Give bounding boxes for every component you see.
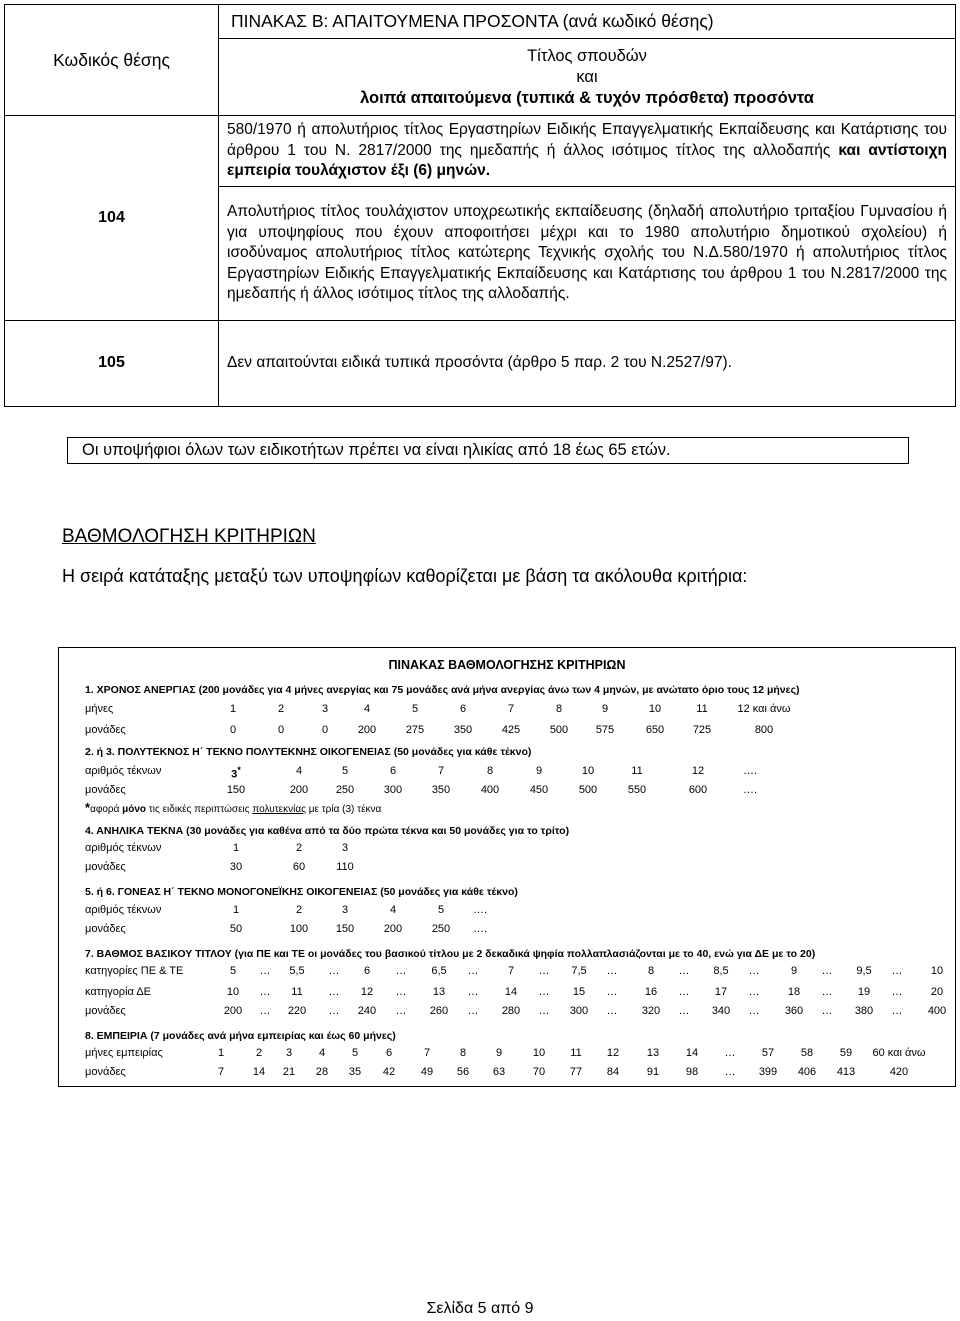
row-value: 725	[692, 724, 712, 736]
row-value: 7	[507, 703, 515, 715]
row-value: 650	[645, 724, 665, 736]
row-value: 150	[335, 923, 355, 935]
row-value: 399	[758, 1066, 778, 1078]
row-value: 9	[601, 703, 609, 715]
row-value: 800	[754, 724, 774, 736]
row-value: 220	[287, 1005, 307, 1017]
row-value: …	[538, 965, 550, 977]
scoring-title: ΠΙΝΑΚΑΣ ΒΑΘΜΟΛΟΓΗΣΗΣ ΚΡΙΤΗΡΙΩΝ	[388, 658, 626, 672]
row-value: 200	[357, 724, 377, 736]
row-value: 60 και άνω	[872, 1047, 926, 1059]
row-value: 12	[691, 765, 705, 777]
row-value: 1	[232, 842, 240, 854]
row-value: 5	[351, 1047, 359, 1059]
section-large-family-heading: 2. ή 3. ΠΟΛΥΤΕΚΝΟΣ Η΄ ΤΕΚΝΟ ΠΟΛΥΤΕΚΝΗΣ ΟΙΚΟΓΕΝΕΙΑΣ (50 μονάδες για κάθε τέκνο)	[85, 746, 532, 758]
row-value: ….	[472, 904, 488, 916]
section-minor-children-heading: 4. ΑΝΗΛΙΚΑ ΤΕΚΝΑ (30 μονάδες για καθένα από τα δύο πρώτα τέκνα και 50 μονάδες για το τρίτο)	[85, 825, 570, 837]
row-value: 0	[277, 724, 285, 736]
row-value: 7	[423, 1047, 431, 1059]
row-value: 500	[578, 784, 598, 796]
row-value: …	[328, 986, 340, 998]
row-value: 91	[646, 1066, 660, 1078]
row-value: 70	[532, 1066, 546, 1078]
qualification-104-b: Απολυτήριος τίτλος τουλάχιστον υποχρεωτικής εκπαίδευσης (δηλαδή απολυτήριο τριταξίου Γυμνασίου ή για υποψηφίους που έχουν αποφοιτήσει μέχρι και το 1980 απολυτήριο δημοτικού σχολείου) ή ισοδύναμος απολυτήριος τίτλος κατώτερης Τεχνικής σχολής του Ν.Δ.580/1970 ή απολυτήριος τίτλος Εργαστηρίων Ειδικής Επαγγελματικής Εκπαίδευσης και Κατάρτισης του άρθρου 1 του Ν.2817/2000 της ημεδαπής ή άλλος ισότιμος τίτλος της αλλοδαπής.	[219, 186, 956, 320]
row-value: 30	[229, 861, 243, 873]
row-value: …	[538, 986, 550, 998]
row-value: 550	[627, 784, 647, 796]
row-value: 6	[459, 703, 467, 715]
row-value: 4	[295, 765, 303, 777]
age-notice: Οι υποψήφιοι όλων των ειδικοτήτων πρέπει να είναι ηλικίας από 18 έως 65 ετών.	[67, 437, 909, 464]
table-title: ΠΙΝΑΚΑΣ Β: ΑΠΑΙΤΟΥΜΕΝΑ ΠΡΟΣΟΝΤΑ (ανά κωδικό θέσης)	[219, 5, 956, 39]
row-value: 6	[385, 1047, 393, 1059]
row-value: …	[259, 986, 271, 998]
section-experience-heading: 8. ΕΜΠΕΙΡΙΑ (7 μονάδες ανά μήνα εμπειρίας και έως 60 μήνες)	[85, 1030, 396, 1042]
row-value: 11	[570, 1047, 582, 1059]
row-value: 350	[453, 724, 473, 736]
row-value: 0	[321, 724, 329, 736]
column-header-code: Κωδικός θέσης	[5, 5, 219, 116]
row-value: …	[748, 986, 760, 998]
row-value: 0	[229, 724, 237, 736]
row-value: 59	[839, 1047, 853, 1059]
row-label: μονάδες	[85, 1066, 126, 1078]
row-label: κατηγορίες ΠΕ & ΤΕ	[85, 965, 184, 977]
row-value: 8,5	[713, 965, 729, 977]
row-value: 600	[688, 784, 708, 796]
row-value: 19	[857, 986, 871, 998]
row-label: αριθμός τέκνων	[85, 904, 162, 916]
row-value: …	[467, 986, 479, 998]
row-value: 110	[336, 861, 354, 873]
row-value: 3	[341, 904, 349, 916]
row-value: 6	[363, 965, 371, 977]
row-value: 2	[295, 842, 303, 854]
row-value: …	[678, 1005, 690, 1017]
row-value: 12 και άνω	[737, 703, 791, 715]
column-header-qualifications: Τίτλος σπουδών και λοιπά απαιτούμενα (τυπικά & τυχόν πρόσθετα) προσόντα	[219, 39, 956, 116]
row-value: 21	[282, 1066, 296, 1078]
row-value: ….	[742, 784, 758, 796]
row-value: 400	[480, 784, 500, 796]
row-value: 7,5	[571, 965, 587, 977]
row-value: 14	[504, 986, 518, 998]
row-value: …	[467, 1005, 479, 1017]
row-label: μονάδες	[85, 1005, 126, 1017]
row-value: 240	[357, 1005, 377, 1017]
row-value: 10	[226, 986, 240, 998]
row-value: 57	[761, 1047, 775, 1059]
section-unemployment-heading: 1. ΧΡΟΝΟΣ ΑΝΕΡΓΙΑΣ (200 μονάδες για 4 μήνες ανεργίας και 75 μονάδες ανά μήνα ανεργίας άνω των 4 μηνών, με ανώτατο όριο τους 12 μήνες)	[85, 684, 800, 696]
row-value: 420	[889, 1066, 909, 1078]
row-value: 450	[529, 784, 549, 796]
row-value: …	[678, 986, 690, 998]
row-value: ….	[742, 765, 758, 777]
row-value: 14	[252, 1066, 266, 1078]
row-value: …	[538, 1005, 550, 1017]
row-value: 3	[285, 1047, 293, 1059]
row-value: 11	[696, 703, 708, 715]
row-value: 10	[648, 703, 662, 715]
row-value: …	[395, 1005, 407, 1017]
row-value: 11	[631, 765, 643, 777]
position-code-105: 105	[5, 320, 219, 406]
row-value: 18	[787, 986, 801, 998]
row-value: 7	[507, 965, 515, 977]
row-value: …	[821, 965, 833, 977]
row-label: μονάδες	[85, 724, 126, 736]
row-label: μονάδες	[85, 784, 126, 796]
row-value: 3	[341, 842, 349, 854]
row-value: ….	[472, 923, 488, 935]
row-value: …	[467, 965, 479, 977]
row-value: 17	[714, 986, 728, 998]
row-value: 10	[930, 965, 944, 977]
row-value: …	[821, 1005, 833, 1017]
row-value: 340	[711, 1005, 731, 1017]
row-value: …	[395, 965, 407, 977]
row-value: 35	[348, 1066, 362, 1078]
row-value: 6,5	[431, 965, 447, 977]
row-value: 7	[437, 765, 445, 777]
row-value: 1	[232, 904, 240, 916]
row-value: …	[328, 1005, 340, 1017]
section-single-parent-heading: 5. ή 6. ΓΟΝΕΑΣ Η΄ ΤΕΚΝΟ ΜΟΝΟΓΟΝΕΪΚΗΣ ΟΙΚΟΓΕΝΕΙΑΣ (50 μονάδες για κάθε τέκνο)	[85, 886, 518, 898]
row-value: 13	[646, 1047, 660, 1059]
row-value: 16	[644, 986, 658, 998]
row-value: 56	[456, 1066, 470, 1078]
row-value: 58	[800, 1047, 814, 1059]
qualification-105: Δεν απαιτούνται ειδικά τυπικά προσόντα (άρθρο 5 παρ. 2 του Ν.2527/97).	[219, 320, 956, 406]
row-value: 4	[389, 904, 397, 916]
row-value: 77	[569, 1066, 583, 1078]
row-label: μήνες εμπειρίας	[85, 1047, 163, 1059]
large-family-footnote: *αφορά μόνο τις ειδικές περιπτώσεις πολυτεκνίας με τρία (3) τέκνα	[85, 800, 382, 815]
row-value: …	[395, 986, 407, 998]
row-value: 275	[405, 724, 425, 736]
row-value: 4	[363, 703, 371, 715]
row-value: 60	[292, 861, 306, 873]
row-value: …	[606, 986, 618, 998]
row-value: 5,5	[289, 965, 305, 977]
row-value: 260	[429, 1005, 449, 1017]
row-value: …	[821, 986, 833, 998]
row-value: 2	[255, 1047, 263, 1059]
row-value: 12	[360, 986, 374, 998]
row-value: 8	[486, 765, 494, 777]
row-value: 4	[318, 1047, 326, 1059]
row-value: 10	[581, 765, 595, 777]
row-value: 98	[685, 1066, 699, 1078]
row-value: …	[328, 965, 340, 977]
row-value: 14	[685, 1047, 699, 1059]
row-value: …	[259, 965, 271, 977]
row-value: 350	[431, 784, 451, 796]
row-value: 12	[606, 1047, 620, 1059]
row-value: 13	[432, 986, 446, 998]
row-label: αριθμός τέκνων	[85, 765, 162, 777]
row-label: μονάδες	[85, 861, 126, 873]
row-value: 28	[315, 1066, 329, 1078]
row-value: …	[724, 1066, 736, 1078]
row-value: 9,5	[856, 965, 872, 977]
row-value: 9	[535, 765, 543, 777]
row-value: 200	[289, 784, 309, 796]
row-value: 3	[321, 703, 329, 715]
row-value: 3*	[231, 765, 241, 781]
qualifications-table	[4, 4, 956, 407]
row-value: 300	[569, 1005, 589, 1017]
row-value: 6	[389, 765, 397, 777]
row-value: 406	[797, 1066, 817, 1078]
row-label: αριθμός τέκνων	[85, 842, 162, 854]
row-value: 320	[641, 1005, 661, 1017]
row-value: 7	[217, 1066, 225, 1078]
row-value: 9	[790, 965, 798, 977]
section-degree-grade-heading: 7. ΒΑΘΜΟΣ ΒΑΣΙΚΟΥ ΤΙΤΛΟΥ (για ΠΕ και ΤΕ οι μονάδες του βασικού τίτλου με 2 δεκαδικά ψηφία πολλαπλασιάζονται με το 40, ενώ για ΔΕ με το 20)	[85, 948, 816, 960]
row-value: 380	[854, 1005, 874, 1017]
row-value: …	[606, 965, 618, 977]
row-value: 5	[411, 703, 419, 715]
row-value: 9	[495, 1047, 503, 1059]
row-value: 100	[289, 923, 309, 935]
criteria-heading: ΒΑΘΜΟΛΟΓΗΣΗ ΚΡΙΤΗΡΙΩΝ	[62, 526, 316, 547]
row-label: μονάδες	[85, 923, 126, 935]
row-value: 413	[836, 1066, 856, 1078]
row-value: 360	[784, 1005, 804, 1017]
row-value: …	[891, 1005, 903, 1017]
qualification-104-a: 580/1970 ή απολυτήριος τίτλος Εργαστηρίων Ειδικής Επαγγελματικής Εκπαίδευσης και Κατάρτισης του άρθρου 1 του Ν. 2817/2000 της ημεδαπής ή άλλος ισότιμος τίτλος της αλλοδαπής και αντίστοιχη εμπειρία τουλάχιστον έξι (6) μηνών.	[219, 116, 956, 187]
row-value: …	[678, 965, 690, 977]
row-label: κατηγορία ΔΕ	[85, 986, 151, 998]
row-value: …	[748, 965, 760, 977]
row-value: 49	[420, 1066, 434, 1078]
row-value: …	[891, 965, 903, 977]
row-value: 8	[555, 703, 563, 715]
row-value: 300	[383, 784, 403, 796]
row-value: 15	[572, 986, 586, 998]
row-value: …	[259, 1005, 271, 1017]
row-value: 5	[341, 765, 349, 777]
row-value: 280	[501, 1005, 521, 1017]
row-value: 10	[532, 1047, 546, 1059]
row-value: 5	[229, 965, 237, 977]
row-value: 250	[335, 784, 355, 796]
row-value: 42	[382, 1066, 396, 1078]
page-number: Σελίδα 5 από 9	[426, 1300, 534, 1317]
row-value: 5	[437, 904, 445, 916]
row-value: 8	[459, 1047, 467, 1059]
row-value: 1	[229, 703, 237, 715]
row-value: 200	[223, 1005, 243, 1017]
row-value: 2	[277, 703, 285, 715]
row-value: …	[748, 1005, 760, 1017]
row-value: …	[724, 1047, 736, 1059]
row-value: 250	[431, 923, 451, 935]
row-value: …	[891, 986, 903, 998]
row-value: 150	[226, 784, 246, 796]
row-value: 1	[217, 1047, 225, 1059]
row-value: …	[606, 1005, 618, 1017]
row-value: 2	[295, 904, 303, 916]
criteria-intro: Η σειρά κατάταξης μεταξύ των υποψηφίων καθορίζεται με βάση τα ακόλουθα κριτήρια:	[62, 566, 748, 586]
row-value: 200	[383, 923, 403, 935]
row-value: 8	[647, 965, 655, 977]
row-value: 575	[595, 724, 615, 736]
row-value: 500	[549, 724, 569, 736]
position-code-104: 104	[5, 116, 219, 321]
row-value: 20	[930, 986, 944, 998]
row-value: 425	[501, 724, 521, 736]
row-value: 84	[606, 1066, 620, 1078]
row-value: 400	[927, 1005, 947, 1017]
scoring-table	[58, 647, 956, 1087]
row-value: 63	[492, 1066, 506, 1078]
row-value: 50	[229, 923, 243, 935]
row-value: 11	[291, 986, 303, 998]
row-label: μήνες	[85, 703, 114, 715]
